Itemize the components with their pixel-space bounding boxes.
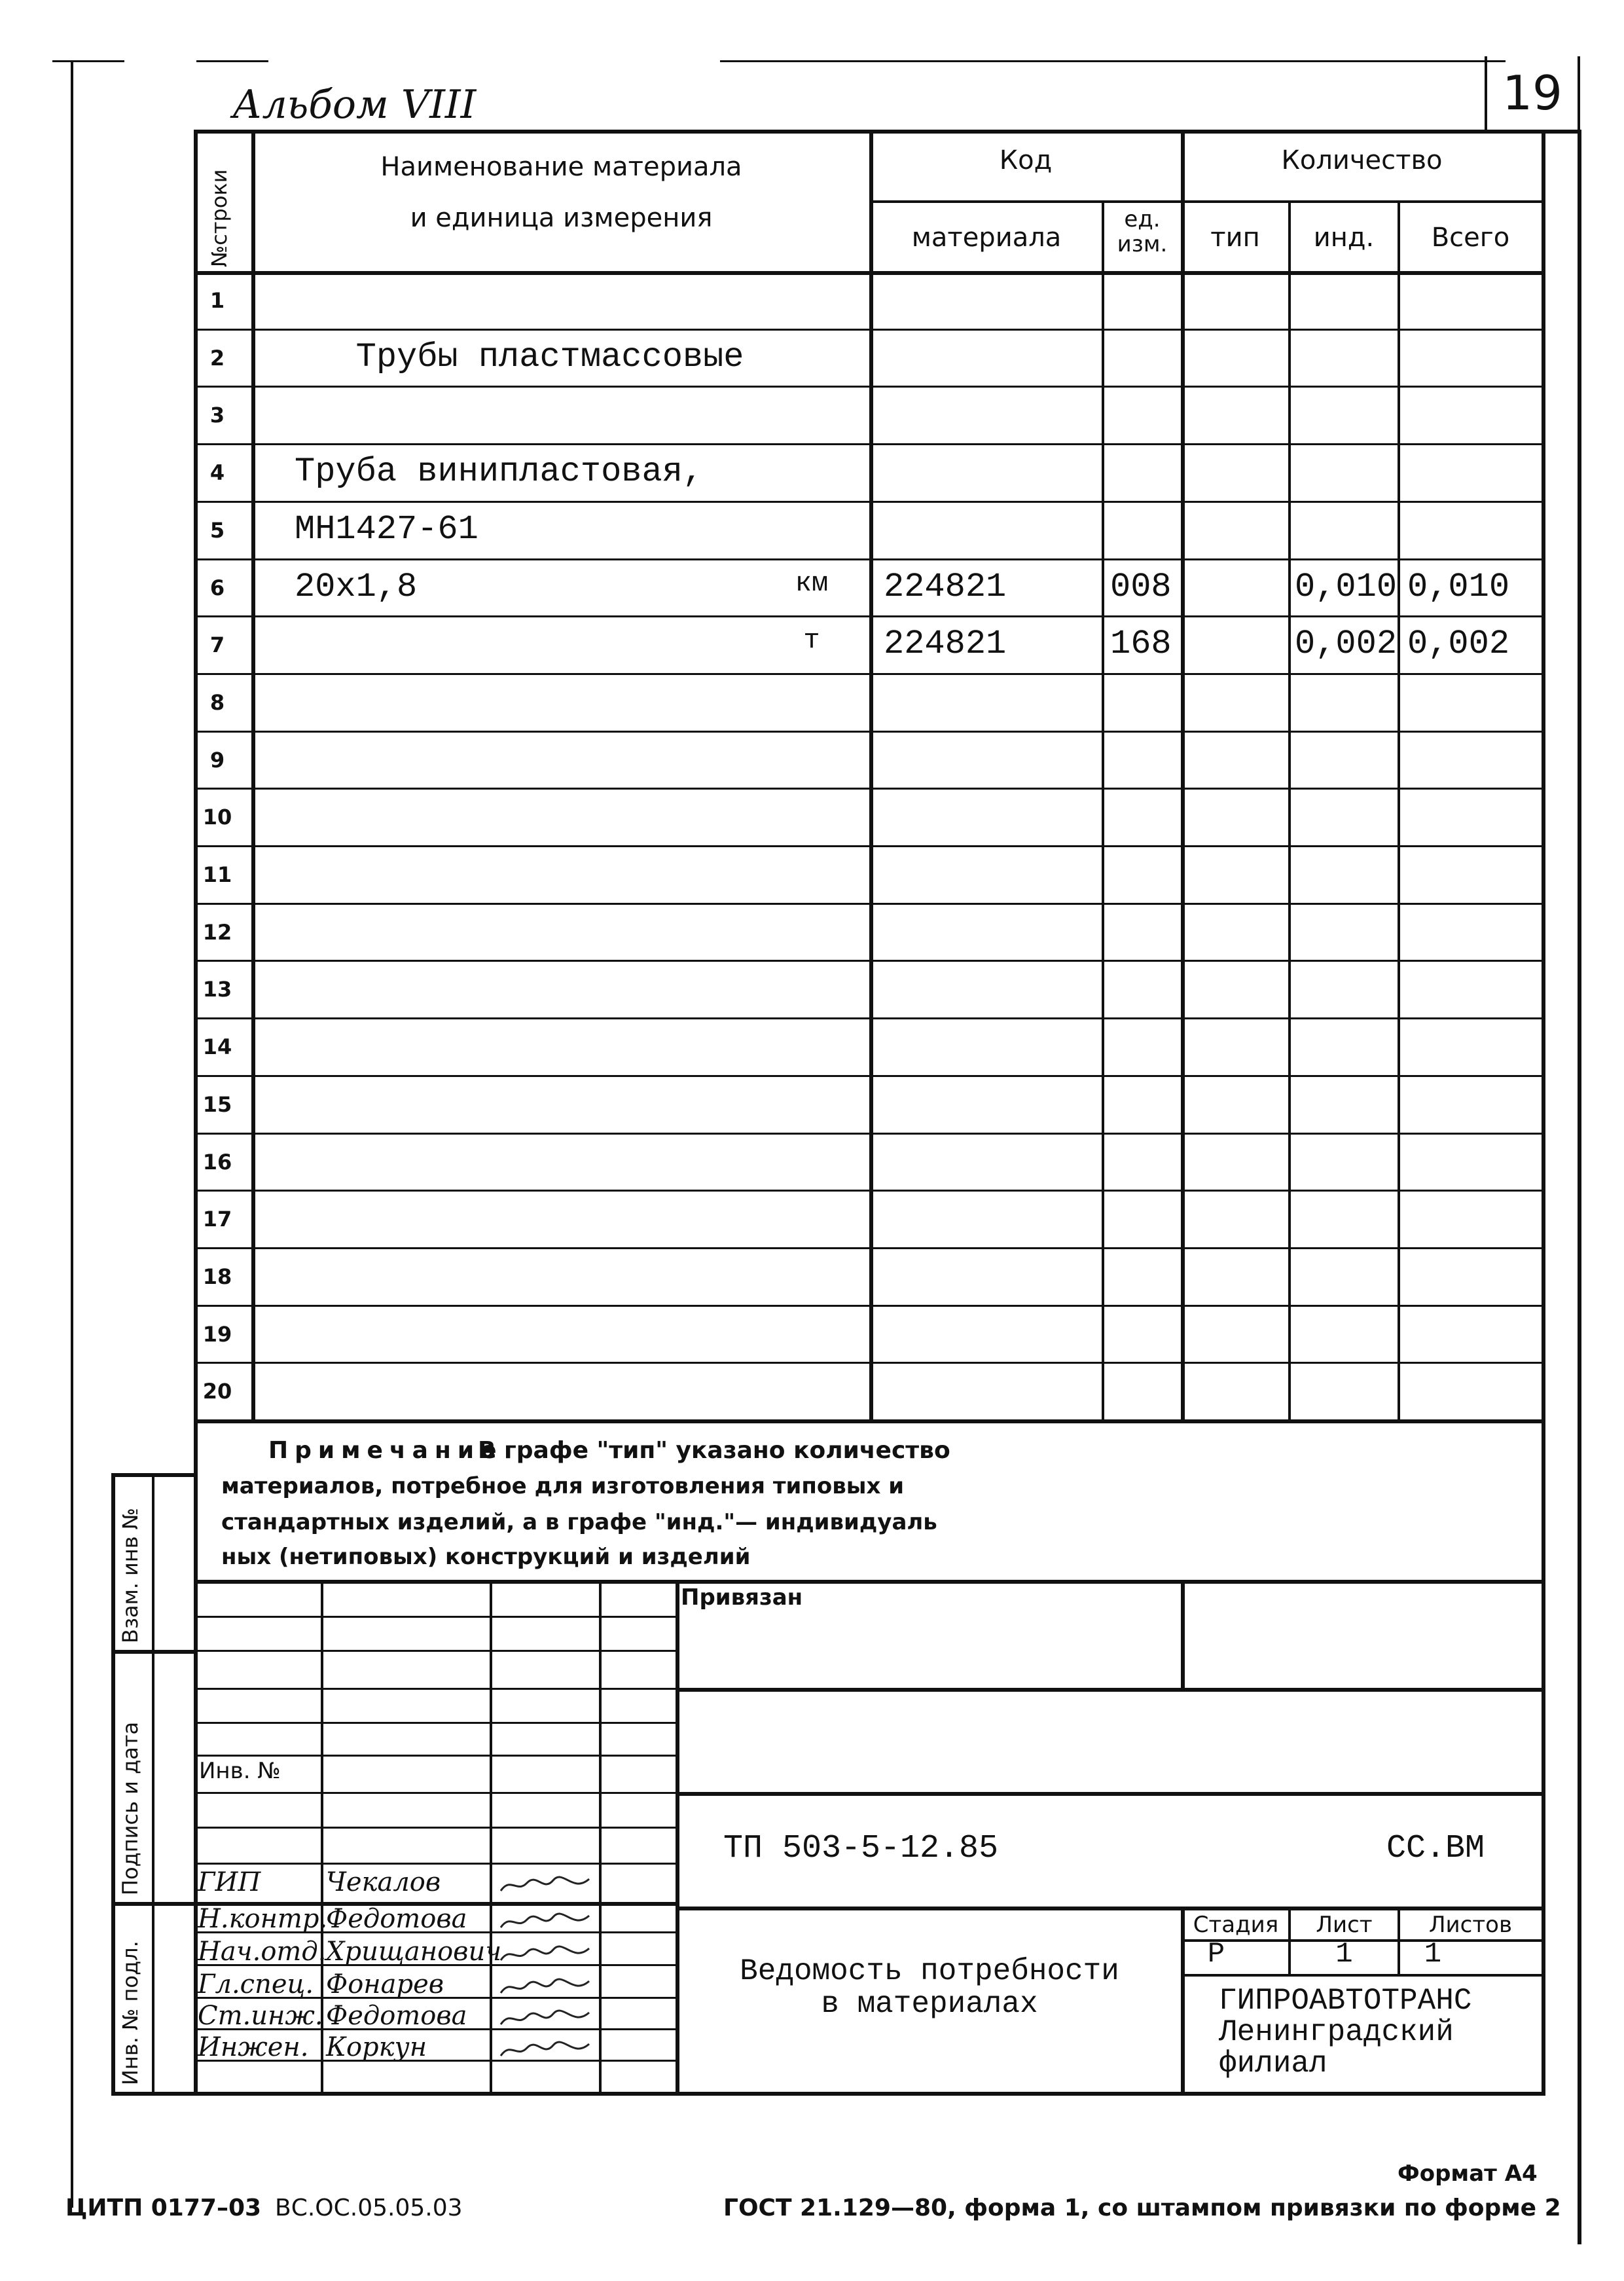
sheet-number: 19	[1502, 65, 1562, 120]
row-line	[194, 1075, 1543, 1077]
stamp-stage-line2	[1181, 1974, 1543, 1977]
signature-icon	[497, 1943, 596, 1965]
row-number: 4	[209, 460, 225, 485]
col-line-num	[251, 130, 255, 1419]
row-unit: км	[795, 568, 829, 599]
row-line	[194, 1017, 1543, 1019]
stamp-person-role: Нач.отд.	[198, 1937, 327, 1967]
row-line	[194, 903, 1543, 905]
stamp-sheets-label: Листов	[1428, 1912, 1512, 1938]
stamp-doc-mark: СС.ВМ	[1386, 1830, 1485, 1867]
stamp-person-name: Федотова	[326, 2001, 467, 2031]
signature-icon	[497, 2007, 596, 2030]
row-qty-total: 0,010	[1407, 568, 1510, 606]
table-bottom	[194, 1419, 1543, 1423]
top-mark-line	[196, 60, 268, 62]
stamp-privyazan-divider	[1181, 1580, 1185, 1688]
row-qty-ind: 0,010	[1295, 568, 1398, 606]
row-line	[194, 960, 1543, 962]
row-number: 11	[202, 862, 232, 887]
col-line-ind	[1398, 200, 1400, 1419]
frame-top	[194, 130, 1578, 134]
row-qty-ind: 0,002	[1295, 625, 1398, 663]
header-qty-ind: инд.	[1313, 223, 1375, 253]
stamp-person-role: Ст.инж.	[198, 2001, 323, 2031]
stamp-row-line	[194, 1792, 678, 1794]
stamp-line-doc	[676, 1907, 1543, 1910]
stamp-person-role: ГИП	[198, 1867, 261, 1897]
sheet-number-box-right	[1578, 56, 1580, 131]
row-number: 5	[209, 518, 225, 543]
footer-left-code: ЦИТП 0177–03	[65, 2195, 262, 2221]
col-line-code	[1102, 200, 1104, 1419]
row-line	[194, 558, 1543, 560]
row-line	[194, 443, 1543, 445]
row-unit-code: 008	[1110, 568, 1172, 606]
col-line-unit	[1181, 130, 1185, 1419]
row-number: 3	[209, 403, 225, 428]
stamp-row-line	[194, 1722, 678, 1724]
header-name-line2: и единица измерения	[410, 203, 713, 233]
row-line	[194, 1247, 1543, 1249]
footer-format: Формат А4	[1398, 2161, 1538, 2187]
side-top	[111, 1473, 196, 1477]
signature-icon	[497, 2039, 596, 2061]
row-line	[194, 788, 1543, 790]
stamp-sheet-value: 1	[1335, 1938, 1353, 1971]
stamp-row-line	[194, 1650, 678, 1652]
row-qty-total: 0,002	[1407, 625, 1510, 663]
stamp-line-inv	[676, 1792, 1543, 1796]
header-row-no: №строки	[207, 169, 232, 267]
footer-mid-code: ВС.ОС.05.05.03	[275, 2195, 463, 2221]
row-number: 2	[209, 346, 225, 371]
frame-right	[1542, 130, 1545, 2094]
side-label-vzam: Взам. инв №	[118, 1507, 143, 1643]
note-line4: ных (нетиповых) конструкций и изделий	[221, 1544, 751, 1570]
row-number: 15	[202, 1092, 232, 1117]
row-code: 224821	[884, 568, 1007, 606]
side-label-inv-podl: Инв. № подл.	[118, 1941, 143, 2085]
stamp-divider	[676, 1580, 679, 2094]
row-number: 18	[202, 1264, 232, 1289]
row-line	[194, 1133, 1543, 1135]
stamp-person-role: Инжен.	[198, 2032, 309, 2062]
row-number: 16	[202, 1150, 232, 1175]
row-number: 19	[202, 1322, 232, 1347]
header-code: Код	[999, 145, 1053, 175]
stamp-stage-value: Р	[1207, 1938, 1225, 1971]
stamp-row-line	[194, 1863, 678, 1865]
stamp-row-line	[194, 1616, 678, 1618]
row-name: Трубы пластмассовые	[295, 338, 744, 376]
row-number: 7	[209, 632, 225, 657]
side-column-left	[111, 1473, 115, 2092]
note-line1: В графе "тип" указано количество	[478, 1437, 950, 1464]
stamp-person-role: Н.контр.	[198, 1904, 328, 1934]
row-number: 6	[209, 575, 225, 600]
row-number: 10	[202, 805, 232, 830]
row-line	[194, 501, 1543, 503]
stamp-sheets-value: 1	[1424, 1938, 1442, 1971]
note-title: Примечание	[268, 1437, 503, 1464]
row-line	[194, 1305, 1543, 1307]
row-name: МН1427-61	[295, 510, 478, 549]
header-code-material: материала	[911, 223, 1062, 253]
note-line3: стандартных изделий, а в графе "инд."— индивидуаль	[221, 1509, 937, 1535]
row-unit-code: 168	[1110, 625, 1172, 663]
signature-icon	[497, 1976, 596, 1998]
stamp-top	[194, 1580, 1543, 1584]
stamp-title-line1: Ведомость потребности	[740, 1954, 1119, 1988]
header-quantity: Количество	[1281, 145, 1443, 175]
signature-icon	[497, 1910, 596, 1933]
row-line	[194, 673, 1543, 675]
row-number: 8	[209, 690, 225, 715]
outer-right-edge	[1578, 130, 1581, 2244]
row-number: 20	[202, 1379, 232, 1404]
stamp-row-line	[194, 1755, 678, 1757]
col-line-type	[1288, 200, 1291, 1419]
row-unit: т	[803, 625, 820, 656]
row-number: 12	[202, 920, 232, 945]
row-code: 224821	[884, 625, 1007, 663]
side-column-right	[152, 1473, 154, 2092]
col-line-name	[869, 130, 873, 1419]
header-qty-type: тип	[1210, 223, 1260, 253]
row-line	[194, 845, 1543, 847]
row-number: 9	[209, 748, 225, 773]
row-line	[194, 329, 1543, 331]
stamp-stage-label: Стадия	[1193, 1912, 1279, 1938]
stamp-privyazan: Привязан	[681, 1584, 803, 1611]
stamp-col-sign	[599, 1580, 602, 2094]
row-number: 1	[209, 288, 225, 313]
side-line1	[111, 1650, 196, 1654]
stamp-person-name: Чекалов	[326, 1867, 441, 1897]
row-line	[194, 1362, 1543, 1364]
top-mark-line	[52, 60, 124, 62]
stamp-doc-code: ТП 503-5-12.85	[723, 1830, 999, 1867]
stamp-person-name: Фонарев	[326, 1969, 444, 1999]
header-bottom	[194, 271, 1543, 275]
signature-icon	[497, 1874, 596, 1896]
header-code-unit: ед. изм.	[1117, 206, 1168, 257]
row-line	[194, 386, 1543, 388]
stamp-line-privyazan	[676, 1688, 1543, 1692]
row-name: Труба винипластовая,	[295, 452, 704, 491]
stamp-person-name: Федотова	[326, 1904, 467, 1934]
stamp-title-line2: в материалах	[821, 1987, 1038, 2021]
stamp-org-line1: ГИПРОАВТОТРАНС	[1219, 1984, 1472, 2018]
note-line2: материалов, потребное для изготовления типовых и	[221, 1473, 905, 1499]
stamp-row-line	[194, 1688, 678, 1690]
top-mark-line	[720, 60, 1506, 62]
side-line2	[111, 1902, 196, 1906]
footer-gost: ГОСТ 21.129—80, форма 1, со штампом привязки по форме 2	[723, 2195, 1561, 2221]
stamp-col-name	[490, 1580, 492, 2094]
row-line	[194, 615, 1543, 617]
row-line	[194, 1190, 1543, 1192]
stamp-sheet-label: Лист	[1316, 1912, 1373, 1938]
stamp-org-line3: филиал	[1219, 2047, 1327, 2081]
stamp-person-name: Коркун	[326, 2032, 427, 2062]
frame-bottom	[111, 2092, 1545, 2096]
row-number: 13	[202, 977, 232, 1002]
side-label-podpis: Подпись и дата	[118, 1721, 143, 1895]
stamp-row-line	[194, 1827, 678, 1829]
header-qty-total: Всего	[1431, 223, 1510, 253]
stamp-person-role: Гл.спец.	[198, 1969, 314, 1999]
stamp-org-line2: Ленинградский	[1219, 2015, 1454, 2049]
album-label: Альбом VIII	[232, 82, 477, 128]
header-name-line1: Наименование материала	[380, 152, 742, 182]
stamp-person-name: Хрищанович	[326, 1937, 502, 1967]
header-subline	[869, 200, 1543, 203]
row-number: 14	[202, 1034, 232, 1059]
row-line	[194, 731, 1543, 733]
row-number: 17	[202, 1207, 232, 1232]
row-name: 20х1,8	[295, 568, 418, 606]
stamp-inv-no: Инв. №	[199, 1758, 281, 1784]
outer-left-edge	[71, 60, 73, 2208]
